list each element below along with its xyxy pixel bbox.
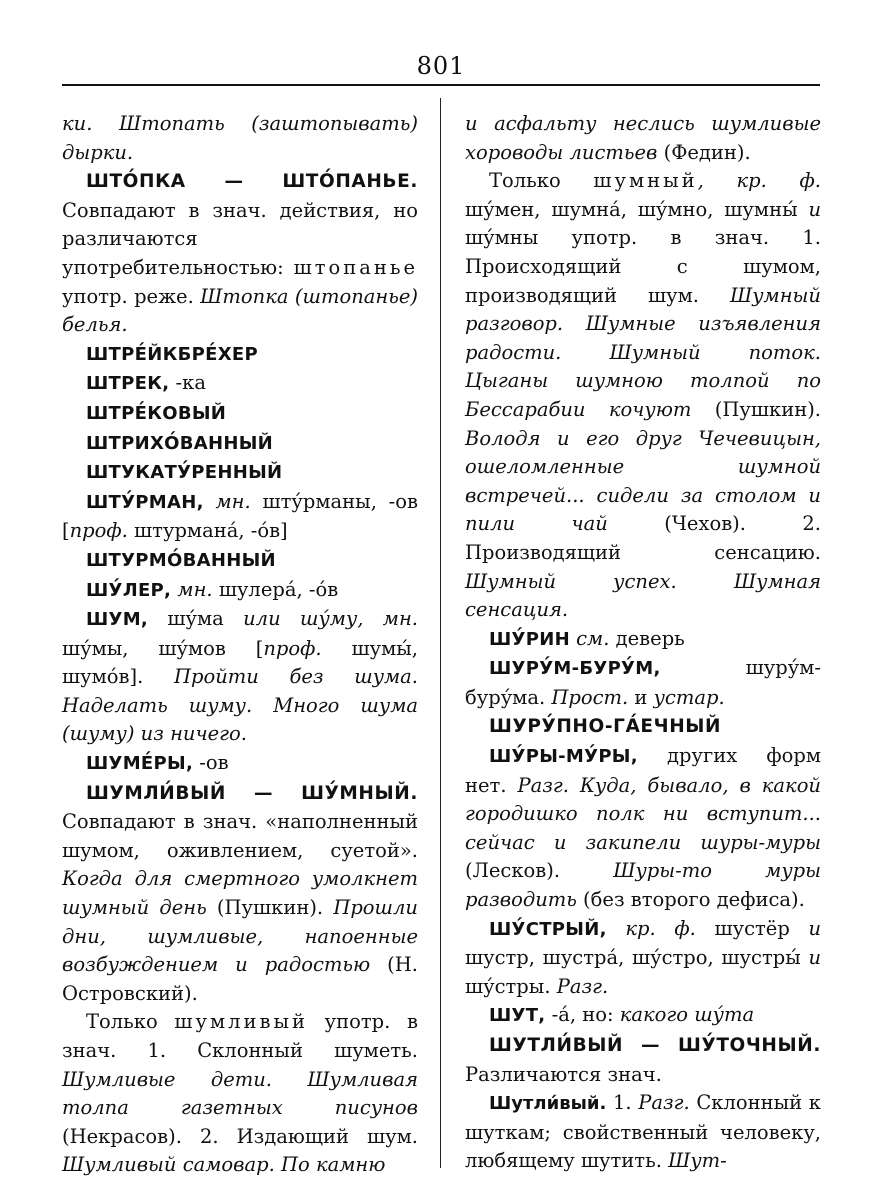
entry-text: , кр. ф. <box>697 169 821 193</box>
page-number: 801 <box>416 52 466 80</box>
entry-text: устар. <box>653 685 725 709</box>
entry-text: шу́ма <box>148 607 244 631</box>
dictionary-entry <box>465 625 821 655</box>
entry-text: других форм нет. <box>465 744 821 797</box>
entry-text: (Пушкин). <box>691 397 821 421</box>
dictionary-entry <box>62 429 418 459</box>
entry-text: и асфальту неслись шумливые хороводы листьев <box>465 112 821 164</box>
entry-text: Прост. <box>551 685 629 709</box>
entry-text: шумливый <box>174 1010 308 1034</box>
dictionary-entry <box>465 654 821 712</box>
entry-text: -а́, но: <box>545 1003 620 1027</box>
dictionary-entry <box>62 488 418 546</box>
entry-text: какого шу́та <box>619 1003 755 1027</box>
entry-text: проф. <box>263 636 322 660</box>
entry-text: (Н. Островский). <box>62 953 418 1005</box>
entry-text: Пройти без шума. Наделать шуму. Много шума (шуму) из ничего. <box>62 665 418 746</box>
entry-text: (Чехов). 2. Производящий сенсацию. <box>465 512 821 564</box>
headword: ШТО́ПКА — ШТО́ПАНЬЕ. <box>86 171 418 193</box>
entry-text: штопанье <box>293 255 418 279</box>
entry-text: шу́мны употр. в знач. 1. Происходящий с шумом, производящий шум. <box>465 226 821 307</box>
entry-text: шустёр <box>695 916 809 940</box>
entry-text: Шуры-то муры разводить <box>465 859 821 912</box>
entry-text: Различаются знач. <box>465 1062 662 1086</box>
entry-text: употр. в знач. 1. Склонный шуметь. <box>62 1010 418 1062</box>
entry-text: употр. реже. <box>62 284 201 308</box>
headword: ШУМЕ́РЫ, <box>86 753 194 775</box>
dictionary-entry <box>62 546 418 576</box>
entry-text: и <box>808 916 822 940</box>
headword: ШУРУ́ПНО-ГА́ЕЧНЫЙ <box>489 716 722 738</box>
entry-text: -ка <box>169 371 206 395</box>
dictionary-entry <box>62 1008 418 1180</box>
entry-text: проф. <box>69 519 128 543</box>
entry-text: штурмана́, -о́в] <box>127 519 288 543</box>
entry-text: мн. <box>363 607 418 631</box>
headword: ШТРИХО́ВАННЫЙ <box>86 432 274 454</box>
dictionary-entry <box>465 742 821 915</box>
entry-text: Шумный успех. Шумная сенсация. <box>465 569 821 622</box>
dictionary-entry <box>62 749 418 779</box>
entry-text: шу́мы, шу́мов [ <box>62 636 264 660</box>
column-divider <box>440 98 441 1168</box>
dictionary-entry <box>62 369 418 399</box>
entry-text: Прошли дни, шумливые, напоенные возбуждением и радостью <box>62 896 418 977</box>
entry-text: см. <box>569 626 610 650</box>
dictionary-entry <box>465 1031 821 1089</box>
dictionary-entry <box>62 605 418 749</box>
headword: ШУТ, <box>489 1005 546 1027</box>
dictionary-entry <box>465 167 821 625</box>
dictionary-entry <box>465 712 821 742</box>
headword: ШУ́РИН <box>489 628 570 650</box>
headword: ШУРУ́М-БУРУ́М, <box>489 658 661 680</box>
headword: ШУМ, <box>86 609 149 631</box>
entry-text: шумы́, шумо́в]. <box>62 636 419 689</box>
left-column <box>62 110 418 1180</box>
headword: ШУТЛИ́ВЫЙ — ШУ́ТОЧНЫЙ. <box>489 1035 821 1056</box>
entry-text: мн. <box>203 489 251 513</box>
entry-text: (Лесков). <box>465 859 614 883</box>
entry-text: Шут- <box>668 1149 727 1173</box>
entry-text: 1. <box>606 1091 639 1115</box>
header-rule <box>62 84 820 86</box>
entry-text: Шумный разговор. Шумные изъявления радости. Шумный поток. Цыганы шумною толпой по Бессарабии кочуют <box>465 283 821 421</box>
headword: ШУ́СТРЫЙ, <box>489 918 607 940</box>
entry-text: Володя и его друг Чечевицын, ошеломленные шумной встречей... сидели за столом и пили чай <box>465 426 821 536</box>
entry-text: шу́стры. <box>465 974 557 998</box>
entry-text: Шутли́вый. <box>489 1093 607 1115</box>
entry-text: (без второго дефиса). <box>576 888 805 912</box>
entry-text: Штопка (штопанье) белья. <box>62 284 418 337</box>
entry-text: Шумливые дети. Шумливая толпа газетных писунов <box>62 1067 418 1120</box>
headword: ШТУ́РМАН, <box>86 491 204 513</box>
entry-text: Разг. <box>556 974 609 998</box>
entry-text: шулера́, -о́в <box>212 577 339 601</box>
headword: ШУМЛИ́ВЫЙ — ШУ́МНЫЙ. <box>86 782 418 804</box>
entry-text: Разг. Куда, бывало, в какой городишко полк ни вступит... сейчас и закипели шуры-муры <box>465 773 821 854</box>
dictionary-entry <box>62 110 418 167</box>
entry-text: и <box>808 197 821 221</box>
dictionary-entry <box>62 779 418 1009</box>
dictionary-entry <box>62 167 418 340</box>
entry-text: Только <box>86 1010 175 1034</box>
dictionary-entry <box>465 915 821 1002</box>
headword: ШТРЕ́ЙКБРЕ́ХЕР <box>86 343 258 365</box>
headword: ШУ́РЫ-МУ́РЫ, <box>489 746 638 768</box>
entry-text: шустр, шустра́, шу́стро, шустры́ <box>465 946 809 970</box>
right-column <box>465 110 821 1176</box>
dictionary-entry <box>465 110 821 167</box>
entry-text: Когда для смертного умолкнет шумный день <box>62 867 418 920</box>
dictionary-entry <box>465 1001 821 1031</box>
dictionary-entry <box>62 340 418 370</box>
entry-text: (Федин). <box>657 140 751 164</box>
entry-text: шту́рманы, -ов [ <box>62 489 418 543</box>
entry-text: шу́мен, шумна́, шу́мно, шумны́ <box>465 197 809 221</box>
entry-text: Шумливый самовар. По камню <box>62 1153 386 1177</box>
entry-text: Разг. <box>638 1091 690 1115</box>
headword: ШУ́ЛЕР, <box>86 579 172 601</box>
entry-text: шу́му, <box>280 607 364 631</box>
headword: ШТУРМО́ВАННЫЙ <box>86 549 276 571</box>
entry-text: кр. ф. <box>606 916 696 940</box>
entry-text: шумный <box>593 169 698 193</box>
dictionary-entry <box>465 1089 821 1176</box>
entry-text: мн. <box>171 577 213 601</box>
entry-text: и <box>808 946 821 970</box>
entry-text: или <box>243 607 281 631</box>
entry-text: деверь <box>609 626 685 650</box>
entry-text: шуру́м-буру́ма. <box>465 656 821 709</box>
entry-text: и <box>628 685 654 709</box>
entry-text: Совпадают в знач. «наполненный шумом, оживлением, суетой». <box>62 810 418 862</box>
headword: ШТУКАТУ́РЕННЫЙ <box>86 462 283 484</box>
headword: ШТРЕ́КОВЫЙ <box>86 402 227 424</box>
headword: ШТРЕК, <box>86 373 170 395</box>
entry-text: Совпадают в знач. действия, но различаются употребительностью: <box>62 198 418 279</box>
entry-text: -ов <box>193 751 229 775</box>
dictionary-entry <box>62 399 418 429</box>
dictionary-entry <box>62 576 418 606</box>
entry-text: ки. Штопать (заштопывать) дырки. <box>62 112 418 164</box>
dictionary-entry <box>62 458 418 488</box>
entry-text: (Пушкин). <box>206 896 334 920</box>
entry-text: Склонный к шуткам; свойственный человеку, любящему шутить. <box>465 1091 821 1173</box>
entry-text: (Некрасов). 2. Издающий шум. <box>62 1124 418 1148</box>
entry-text: Только <box>489 169 594 193</box>
